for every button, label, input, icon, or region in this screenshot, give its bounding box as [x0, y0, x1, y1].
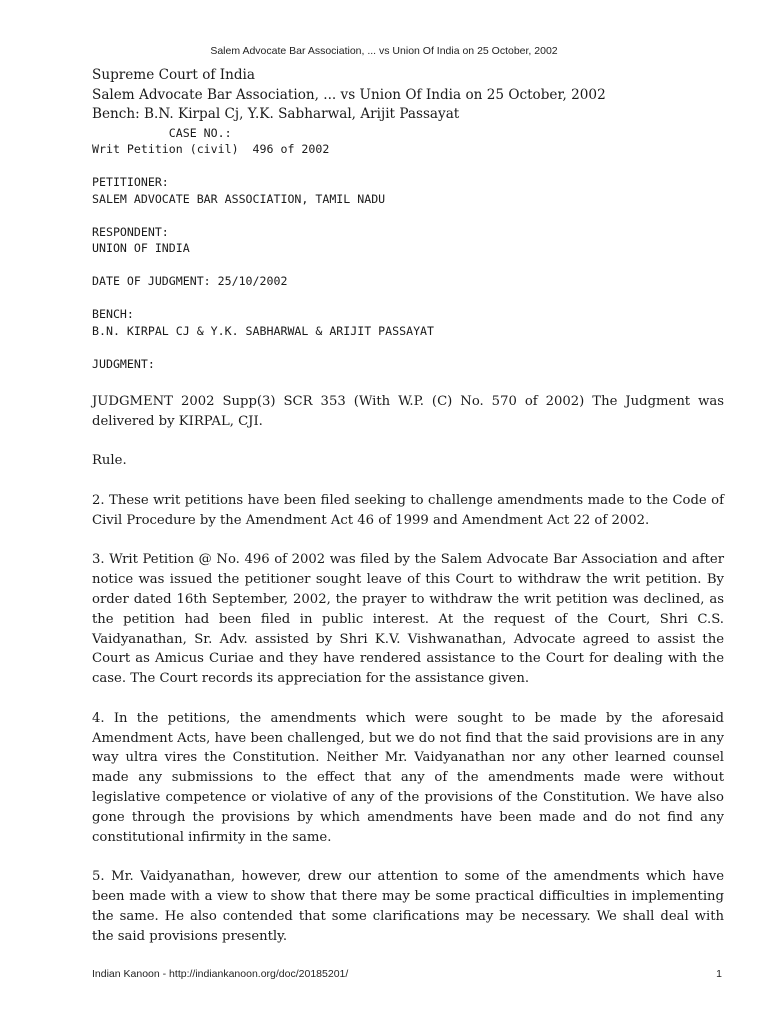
paragraph-3: 3. Writ Petition @ No. 496 of 2002 was filed by the Salem Advocate Bar Association and after notice was issued the petitioner sought leave of this Court to withdraw the writ petition. By order dated 16th September, 2002, the prayer to withdraw the writ petition was declined, as the petition had been filed in public interest. At the request of the Court, Shri C.S. Vaidyanathan, Sr. Adv. assisted by Shri K.V. Vishwanathan, Advocate agreed to assist the Court as Amicus Curiae and they have rendered assistance to the Court for dealing with the case. The Court records its appreciation for the assistance given. — [92, 552, 724, 687]
petitioner-label: PETITIONER: — [92, 175, 169, 189]
case-metadata — [92, 125, 724, 373]
bench-line: Bench: B.N. Kirpal Cj, Y.K. Sabharwal, Arijit Passayat — [92, 106, 460, 122]
court-name: Supreme Court of India — [92, 67, 256, 83]
case-no-value: Writ Petition (civil) 496 of 2002 — [92, 142, 330, 156]
paragraph-4: 4. In the petitions, the amendments which were sought to be made by the aforesaid Amendment Acts, have been challenged, but we do not find that the said provisions are in any way ultra vires the Constitution. Neither Mr. Vaidyanathan nor any other learned counsel made any submissions to the effect that any of the amendments made were without legislative competence or violative of any of the provisions of the Constitution. We have also gone through the provisions by which amendments have been made and do not find any constitutional infirmity in the same. — [92, 710, 724, 845]
case-title: Salem Advocate Bar Association, ... vs Union Of India on 25 October, 2002 — [92, 86, 606, 103]
page-number: 1 — [716, 968, 722, 980]
date-of-judgment: DATE OF JUDGMENT: 25/10/2002 — [92, 274, 288, 288]
paragraph-intro: JUDGMENT 2002 Supp(3) SCR 353 (With W.P. (C) No. 570 of 2002) The Judgment was delivered by KIRPAL, CJI. — [92, 394, 724, 429]
paragraph-rule: Rule. — [92, 453, 127, 469]
respondent-value: UNION OF INDIA — [92, 241, 190, 255]
bench-label: BENCH: — [92, 307, 134, 321]
bench-value: B.N. KIRPAL CJ & Y.K. SABHARWAL & ARIJIT PASSAYAT — [92, 323, 435, 338]
respondent-label: RESPONDENT: — [92, 224, 169, 239]
judgment-text — [92, 392, 724, 946]
footer-source-link[interactable]: Indian Kanoon - http://indiankanoon.org/doc/20185201/ — [92, 968, 349, 980]
paragraph-5: 5. Mr. Vaidyanathan, however, drew our attention to some of the amendments which have been made with a view to show that there may be some practical difficulties in implementing the same. He also contended that some clarifications may be necessary. We shall deal with the said provisions presently. — [92, 869, 724, 944]
document-body — [92, 66, 724, 946]
petitioner-value: SALEM ADVOCATE BAR ASSOCIATION, TAMIL NADU — [92, 191, 386, 206]
judgment-label: JUDGMENT: — [92, 356, 155, 371]
running-header: Salem Advocate Bar Association, ... vs Union Of India on 25 October, 2002 — [210, 45, 558, 57]
paragraph-2: 2. These writ petitions have been filed seeking to challenge amendments made to the Code of Civil Procedure by the Amendment Act 46 of 1999 and Amendment Act 22 of 2002. — [92, 492, 724, 528]
case-no-label: CASE NO.: — [92, 125, 232, 140]
